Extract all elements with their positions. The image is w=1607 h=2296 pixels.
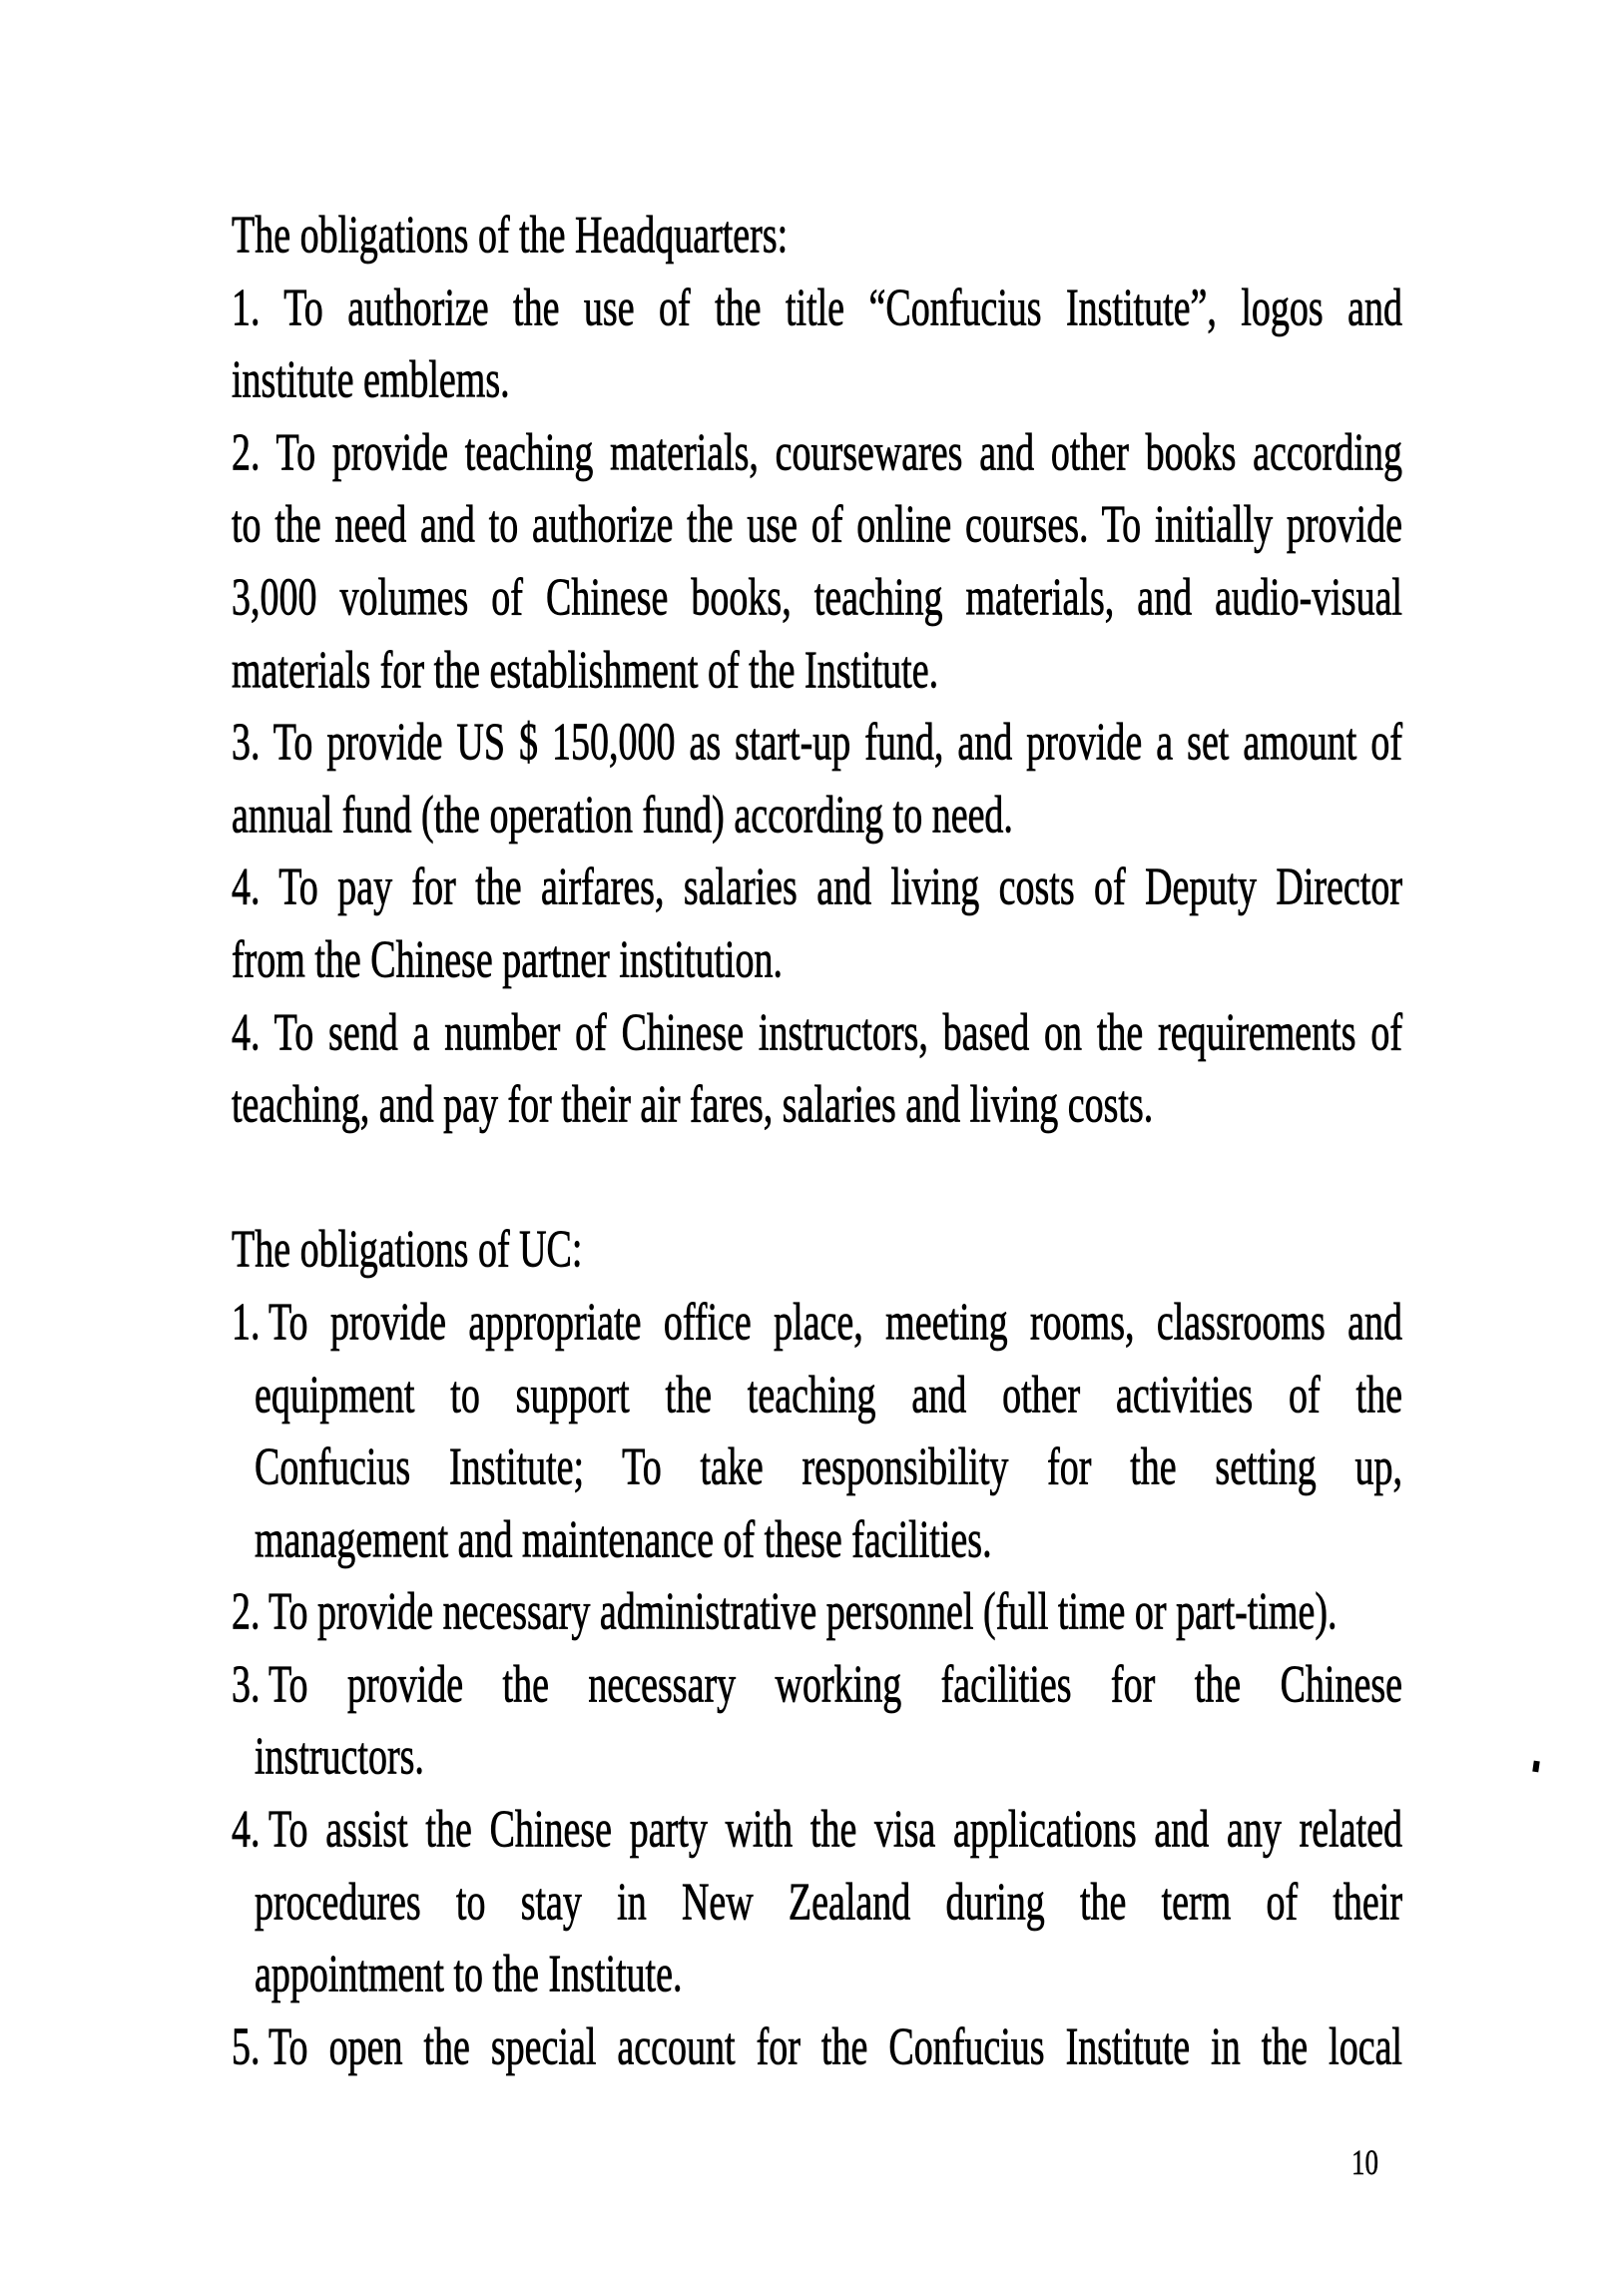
text-line: from the Chinese partner institution. [232, 930, 783, 989]
list-item-number: 1. [232, 1293, 261, 1352]
text-line [232, 1998, 1402, 2097]
text-line: institute emblems. [232, 351, 510, 410]
text-line: 4. To pay for the airfares, salaries and living costs of Deputy Director [232, 859, 1402, 917]
text-line: materials for the establishment of the Institute. [232, 641, 939, 700]
text-line: to the need and to authorize the use of online courses. To initially provide [232, 496, 1402, 555]
text-line: 3. To provide US $ 150,000 as start-up fund, and provide a set amount of [232, 714, 1402, 773]
text-line: annual fund (the operation fund) according to need. [232, 786, 1013, 845]
page-number: 10 [1351, 2141, 1378, 2183]
list-item-number: 5. [232, 2017, 261, 2076]
text-line: 1. To authorize the use of the title “Confucius Institute”, logos and [232, 279, 1402, 337]
text-line: 2. To provide teaching materials, coursewares and other books according [232, 423, 1402, 482]
text-line: procedures to stay in New Zealand during the term of their [255, 1873, 1402, 1932]
text-line: Confucius Institute; To take responsibility for the setting up, [255, 1438, 1402, 1496]
text-line: equipment to support the teaching and other activities of the [255, 1366, 1402, 1425]
text-line: appointment to the Institute. [255, 1946, 683, 2005]
ink-speck-artifact [1532, 1761, 1539, 1773]
section-heading: The obligations of the Headquarters: [232, 206, 789, 265]
text-line: 3,000 volumes of Chinese books, teaching materials, and audio-visual [232, 568, 1402, 627]
text-line-content: To provide necessary administrative personnel (full time or part-time). [268, 1583, 1338, 1642]
document-text-block [232, 200, 1402, 2083]
section-heading: The obligations of UC: [232, 1221, 583, 1280]
list-item-number: 3. [232, 1655, 261, 1714]
text-line: instructors. [255, 1728, 424, 1787]
text-line-content: To open the special account for the Confucius Institute in the local [268, 2017, 1402, 2076]
list-item-number: 4. [232, 1800, 261, 1859]
text-line-content: To provide appropriate office place, meeting rooms, classrooms and [268, 1293, 1402, 1352]
text-line: teaching, and pay for their air fares, salaries and living costs. [232, 1076, 1154, 1134]
text-line-content: To provide the necessary working facilities for the Chinese [268, 1655, 1402, 1714]
text-line: 4. To send a number of Chinese instructors, based on the requirements of [232, 1003, 1402, 1062]
text-line: management and maintenance of these facilities. [255, 1510, 992, 1569]
text-line-content: To assist the Chinese party with the visa applications and any related [268, 1800, 1402, 1859]
list-item-number: 2. [232, 1583, 261, 1642]
